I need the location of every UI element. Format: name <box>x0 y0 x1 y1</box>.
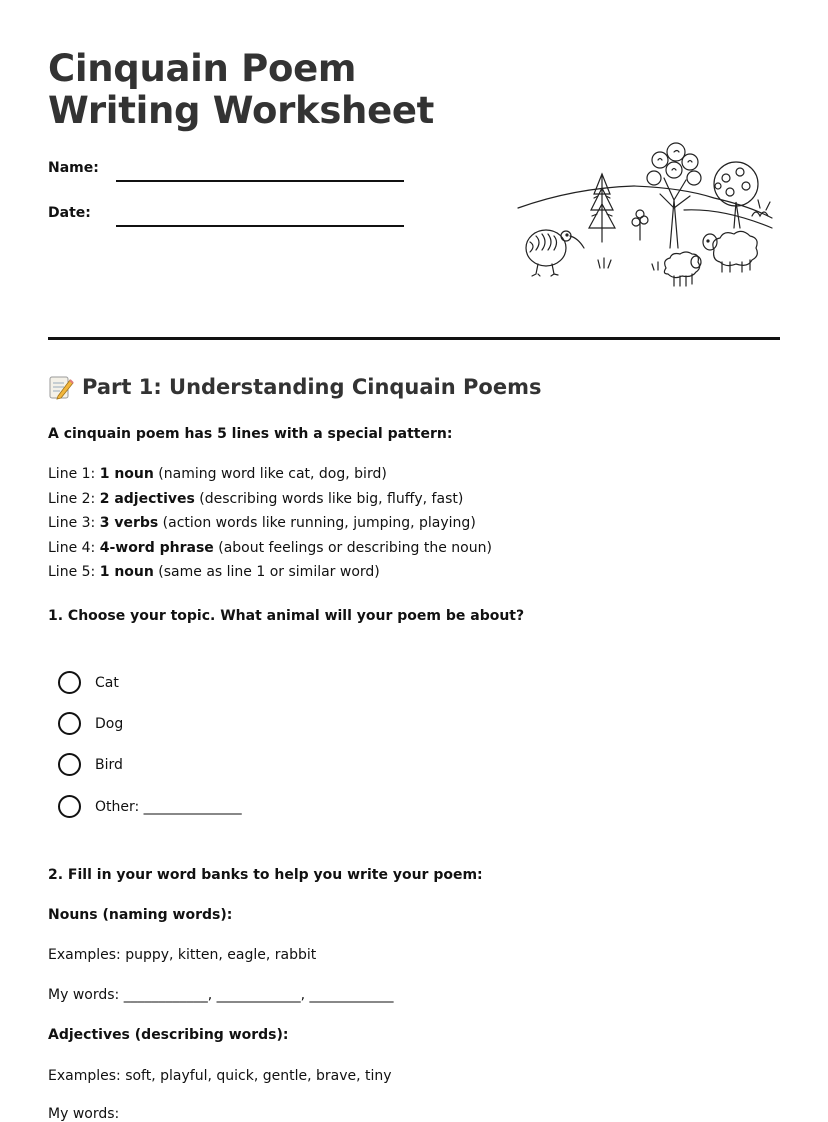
name-line[interactable] <box>116 180 404 182</box>
option-label: Dog <box>95 715 124 732</box>
pattern-line-1 <box>48 466 387 482</box>
section-divider <box>48 337 780 340</box>
radio-button[interactable] <box>58 712 81 735</box>
date-line[interactable] <box>116 225 404 227</box>
landscape-illustration <box>514 138 776 292</box>
topic-option-dog[interactable] <box>58 712 123 735</box>
radio-button[interactable] <box>58 753 81 776</box>
grass-tuft <box>652 262 658 270</box>
line-term: 4-word phrase <box>99 540 214 556</box>
line-prefix: Line 3: <box>48 515 100 531</box>
worksheet-title: Cinquain Poem Writing Worksheet <box>48 47 435 132</box>
radio-button[interactable] <box>58 795 81 818</box>
adjectives-examples: Examples: soft, playful, quick, gentle, brave, tiny <box>48 1068 392 1084</box>
line-term: 3 verbs <box>99 515 159 531</box>
question2-prompt: 2. Fill in your word banks to help you write your poem: <box>48 867 483 883</box>
option-label: Bird <box>95 756 123 773</box>
round-tree <box>714 162 758 228</box>
name-label: Name: <box>48 160 99 176</box>
line-prefix: Line 5: <box>48 564 100 580</box>
line-term: 2 adjectives <box>99 491 195 507</box>
adjectives-heading: Adjectives (describing words): <box>48 1027 289 1043</box>
line-prefix: Line 2: <box>48 491 100 507</box>
pattern-line-5 <box>48 564 380 580</box>
small-plant <box>632 210 648 240</box>
hill-line-right <box>684 210 772 228</box>
big-sheep <box>703 231 757 272</box>
fir-tree <box>589 174 615 242</box>
part1-heading <box>48 374 541 400</box>
line-prefix: Line 1: <box>48 466 100 482</box>
line-term: 1 noun <box>99 564 154 580</box>
question1-prompt: 1. Choose your topic. What animal will your poem be about? <box>48 608 525 624</box>
pattern-line-3 <box>48 515 476 531</box>
nouns-examples: Examples: puppy, kitten, eagle, rabbit <box>48 947 317 963</box>
part1-heading-text: Part 1: Understanding Cinquain Poems <box>82 375 542 399</box>
option-label: Cat <box>95 674 119 691</box>
radio-button[interactable] <box>58 671 81 694</box>
pattern-line-2 <box>48 491 463 507</box>
line-desc: (same as line 1 or similar word) <box>153 564 380 580</box>
topic-option-cat[interactable] <box>58 671 119 694</box>
line-desc: (naming word like cat, dog, bird) <box>153 466 387 482</box>
line-desc: (about feelings or describing the noun) <box>213 540 492 556</box>
line-prefix: Line 4: <box>48 540 100 556</box>
nouns-my-words[interactable]: My words: ____________, ____________, ____________ <box>48 987 394 1003</box>
adjectives-my-words[interactable]: My words: <box>48 1106 120 1122</box>
line-term: 1 noun <box>99 466 154 482</box>
line-desc: (action words like running, jumping, playing) <box>158 515 476 531</box>
pattern-line-4 <box>48 540 492 556</box>
tall-tree <box>647 143 701 248</box>
kiwi-bird <box>526 230 584 276</box>
part1-intro: A cinquain poem has 5 lines with a special pattern: <box>48 426 453 442</box>
small-sheep <box>664 252 701 286</box>
bush <box>752 200 770 216</box>
date-label: Date: <box>48 205 91 221</box>
topic-option-other[interactable] <box>58 795 242 818</box>
topic-option-bird[interactable] <box>58 753 123 776</box>
line-desc: (describing words like big, fluffy, fast) <box>194 491 464 507</box>
option-label: Other: ______________ <box>95 798 242 815</box>
nouns-heading: Nouns (naming words): <box>48 907 233 923</box>
grass-tuft <box>598 258 611 268</box>
memo-pencil-icon <box>48 374 74 400</box>
